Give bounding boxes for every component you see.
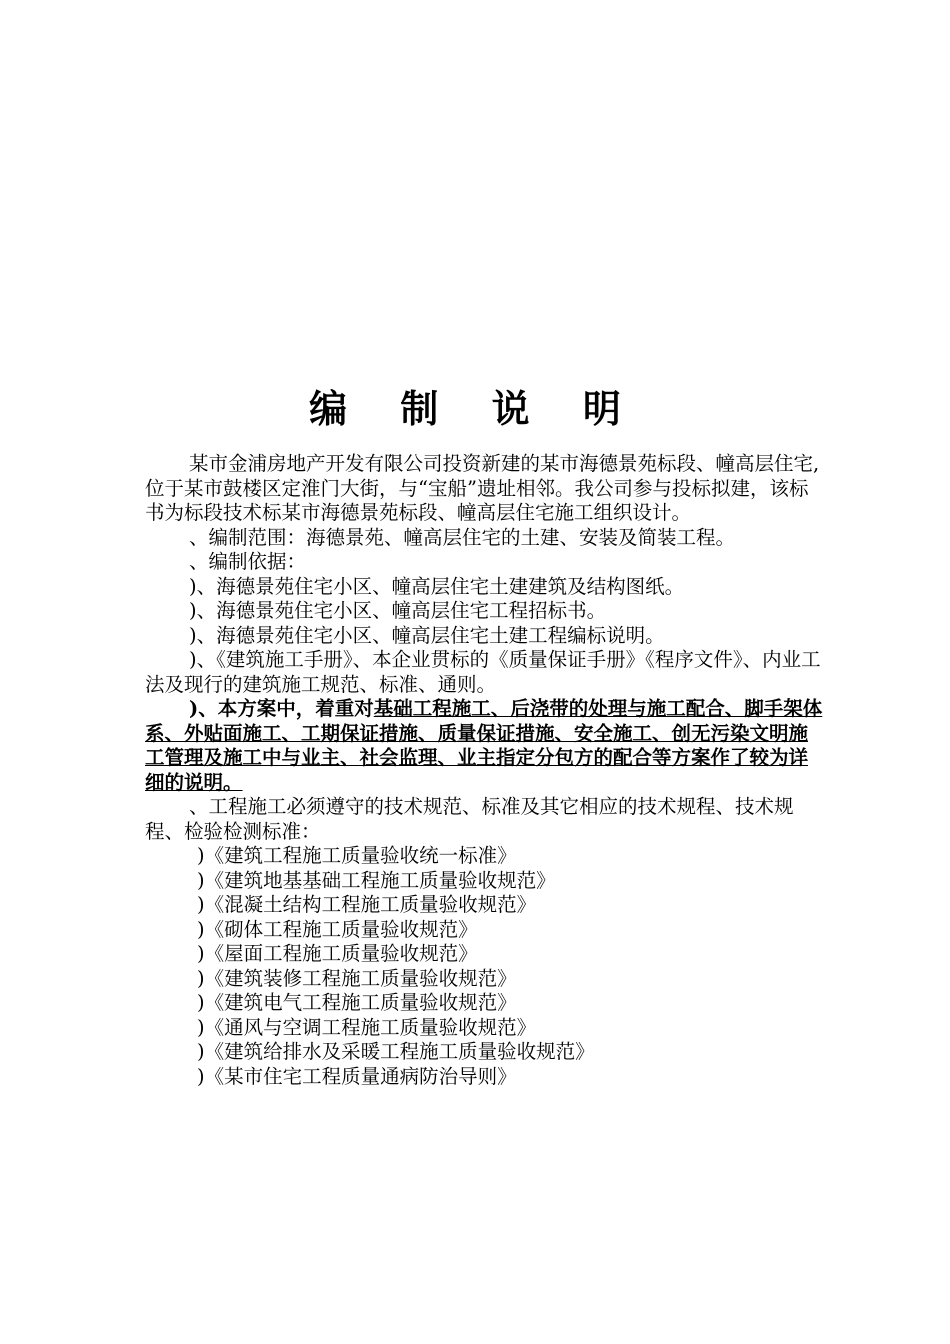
emphasis-paragraph: [145, 697, 825, 795]
basis-item: )、海德景苑住宅小区、幢高层住宅土建工程编标说明。: [189, 623, 665, 647]
basis-item: )、海德景苑住宅小区、幢高层住宅工程招标书。: [189, 599, 607, 622]
standard-item: )《通风与空调工程施工质量验收规范》: [197, 1015, 537, 1039]
emphasis-prefix: )、本方案中，着重对: [189, 697, 374, 720]
basis-item: )、海德景苑住宅小区、幢高层住宅土建建筑及结构图纸。: [189, 574, 685, 598]
standard-item: )《建筑装修工程施工质量验收规范》: [197, 966, 517, 990]
standard-item: )《建筑工程施工质量验收统一标准》: [197, 844, 517, 867]
basis-heading: 、编制依据：: [189, 550, 307, 573]
standard-item: )《屋面工程施工质量验收规范》: [197, 942, 478, 965]
page-title: 编 制 说 明: [309, 387, 641, 431]
standard-item: )《建筑地基基础工程施工质量验收规范》: [197, 868, 556, 892]
standard-item: )《建筑给排水及采暖工程施工质量验收规范》: [197, 1040, 595, 1063]
scope-paragraph: 、编制范围：海德景苑、幢高层住宅的土建、安装及简装工程。: [189, 525, 736, 549]
intro-paragraph: 某市金浦房地产开发有限公司投资新建的某市海德景苑标段、幢高层住宅,位于某市鼓楼区定淮门大街，与“宝船”遗址相邻。我公司参与投标拟建，该标书为标段技术标某市海德景苑标段、幢高层住宅施工组织设计。: [145, 452, 820, 524]
basis-item: )、《建筑施工手册》、本企业贯标的《质量保证手册》《程序文件》、内业工法及现行的建筑施工规范、标准、通则。: [145, 648, 821, 696]
emphasis-underlined: 基础工程施工、后浇带的处理与施工配合、脚手架体系、外贴面施工、工期保证措施、质量保证措施、安全施工、创无污染文明施工管理及施工中与业主、社会监理、业主指定分包方的配合等方案作了较为详细的说明。: [145, 697, 823, 794]
standard-item: )《某市住宅工程质量通病防治导则》: [197, 1064, 517, 1088]
standard-item: )《砌体工程施工质量验收规范》: [197, 917, 478, 941]
standard-item: )《建筑电气工程施工质量验收规范》: [197, 991, 517, 1014]
standards-heading: 、工程施工必须遵守的技术规范、标准及其它相应的技术规程、技术规程、检验检测标准：: [145, 795, 794, 843]
document-body: [145, 452, 825, 1089]
standard-item: )《混凝土结构工程施工质量验收规范》: [197, 893, 537, 916]
